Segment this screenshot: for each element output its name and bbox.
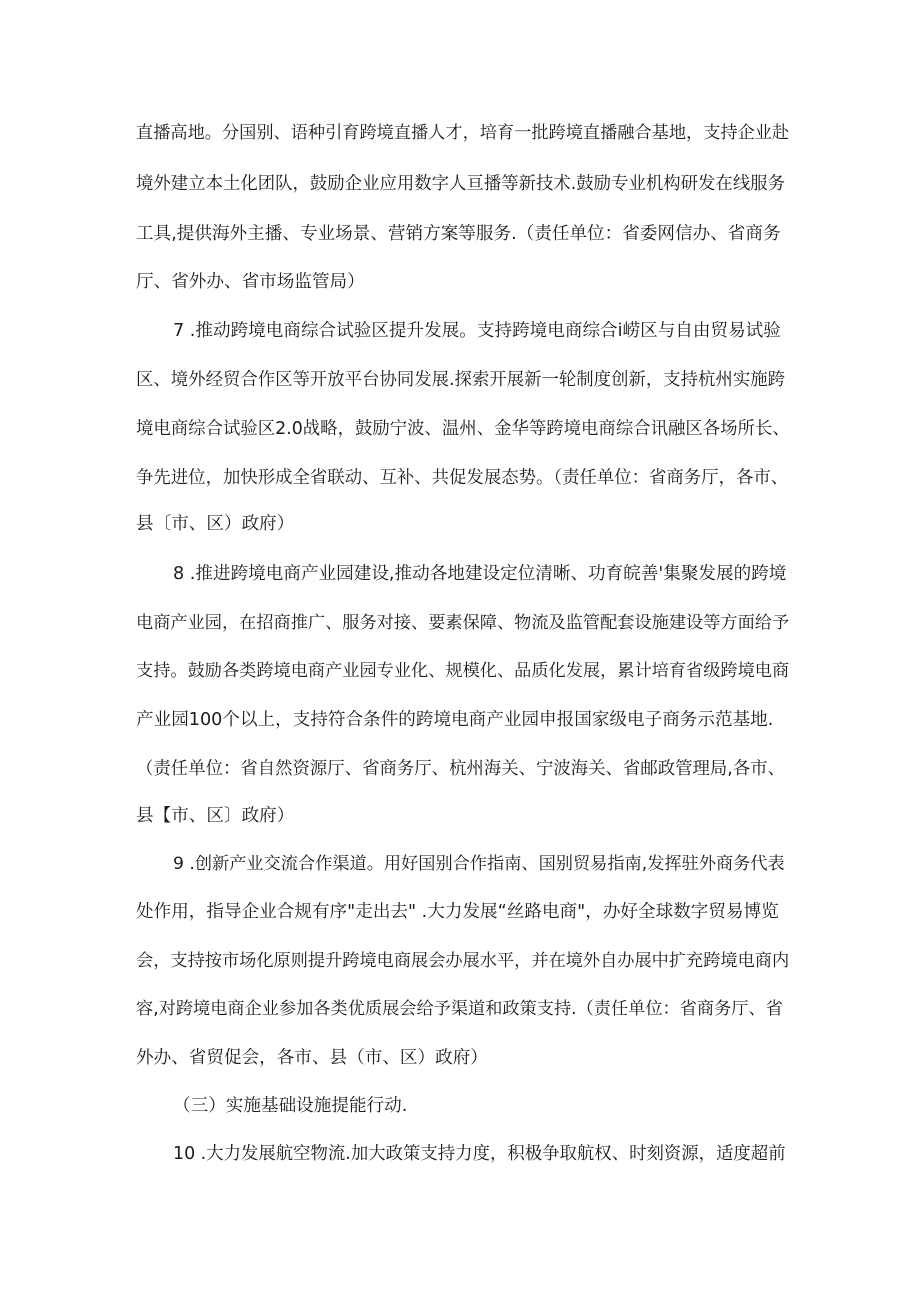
text-line: 境电商综合试验区2.0战略，鼓励宁波、温州、金华等跨境电商综合讯融区各场所长、 (136, 419, 790, 439)
text-line: 10 .大力发展航空物流.加大政策支持力度，积极争取航权、时刻资源，适度超前 (173, 1144, 786, 1164)
text-line: 容,对跨境电商企业参加各类优质展会给予渠道和政策支持.（责任单位：省商务厅、省 (136, 999, 783, 1019)
text-line: 工具,提供海外主播、专业场景、营销方案等服务.（责任单位：省委网信办、省商务 (136, 224, 781, 244)
text-line: 支持。鼓励各类跨境电商产业园专业化、规模化、品质化发展，累计培育省级跨境电商 (136, 661, 790, 681)
text-line: 7 .推动跨境电商综合试验区提升发展。支持跨境电商综合i崂区与自由贸易试验 (173, 321, 781, 341)
text-line: 县【市、区〕政府） (136, 806, 295, 826)
text-line: 争先进位，加快形成全省联动、互补、共促发展态势。（责任单位：省商务厅，各市、 (136, 468, 789, 488)
text-line: 区、境外经贸合作区等开放平台协同发展.探索开展新一轮制度创新，支持杭州实施跨 (136, 370, 785, 390)
text-line: 县〔市、区）政府） (136, 514, 295, 534)
text-line: 处作用，指导企业合规有序"走出去" .大力发展“丝路电商"，办好全球数字贸易博览 (136, 902, 779, 922)
text-line: 8 .推进跨境电商产业园建设,推动各地建设定位清晰、功育皖善'集聚发展的跨境 (173, 564, 787, 584)
text-line: （责任单位：省自然资源厅、省商务厅、杭州海关、宁波海关、省邮政管理局,各市、 (136, 759, 785, 779)
text-line: 厅、省外办、省市场监管局） (136, 272, 365, 292)
text-line: 直播高地。分国别、语种引育跨境直播人才，培育一批跨境直播融合基地，支持企业赴 (136, 123, 790, 143)
text-line: 境外建立本土化团队，鼓励企业应用数字人亘播等新技术.鼓励专业机构研发在线服务 (136, 174, 785, 194)
text-line: 产业园100个以上，支持符合条件的跨境电商产业园申报国家级电子商务示范基地. (136, 710, 774, 730)
text-line: 9 .创新产业交流合作渠道。用好国别合作指南、国别贸易指南,发挥驻外商务代表 (173, 854, 785, 874)
text-line: 电商产业园，在招商推广、服务对接、要素保障、物流及监管配套设施建设等方面给予 (136, 613, 790, 633)
section-heading: （三）实施基础设施提能行动. (173, 1096, 408, 1116)
text-line: 会，支持按市场化原则提升跨境电商展会办展水平，并在境外自办展中扩充跨境电商内 (136, 951, 790, 971)
text-line: 外办、省贸促会，各市、县（市、区）政府） (136, 1048, 488, 1068)
